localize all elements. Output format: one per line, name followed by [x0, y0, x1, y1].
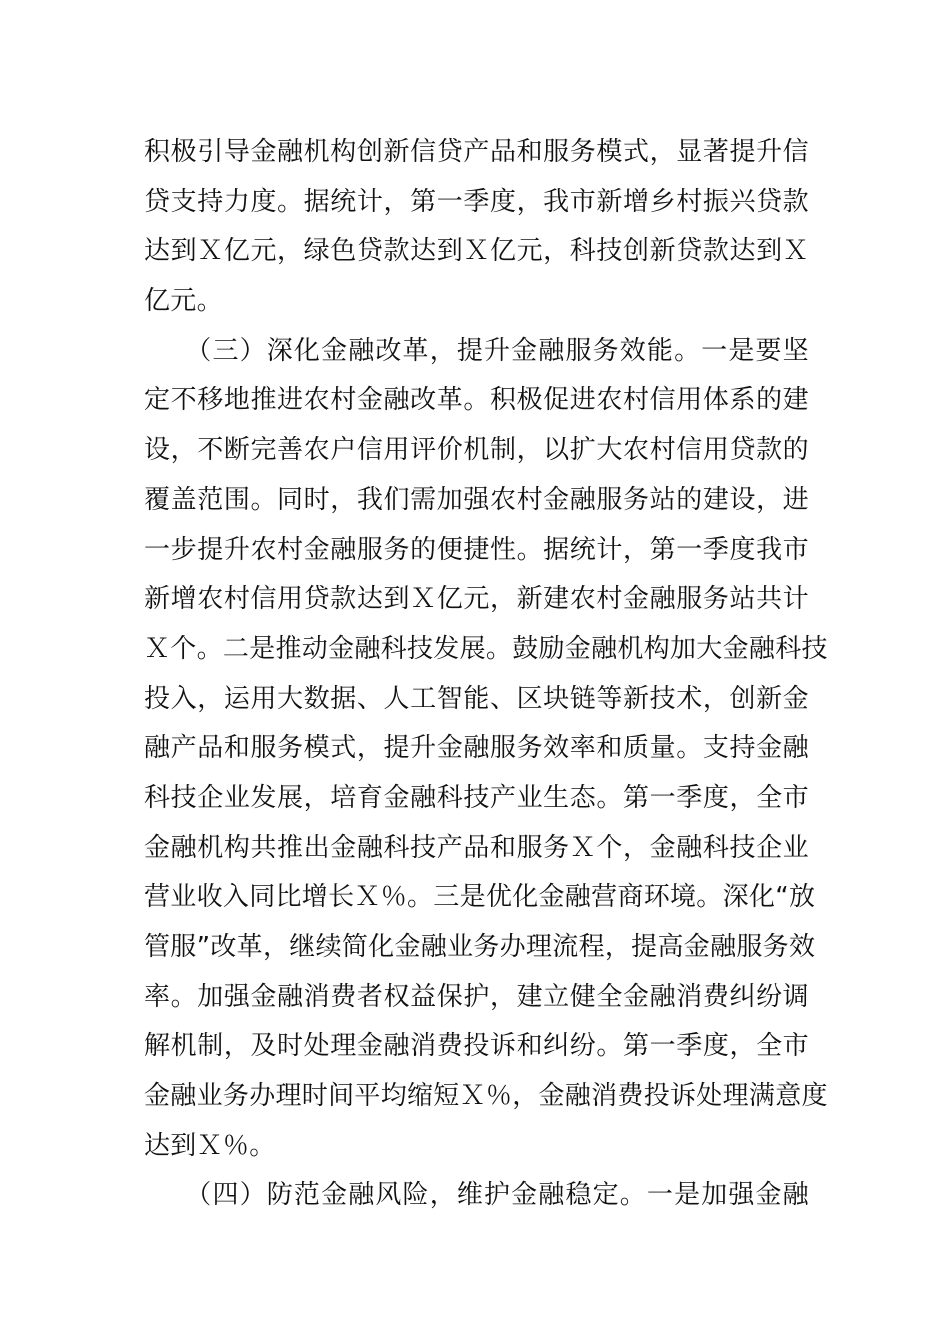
- text-line: 金融机构共推出金融科技产品和服务Ｘ个，金融科技企业: [144, 832, 809, 863]
- text-line: 一步提升农村金融服务的便捷性。据统计，第一季度我市: [144, 534, 809, 565]
- text-line: 融产品和服务模式，提升金融服务效率和质量。支持金融: [144, 733, 809, 764]
- text-line: 新增农村信用贷款达到Ｘ亿元，新建农村金融服务站共计: [144, 584, 809, 615]
- text-line: 亿元。: [144, 286, 223, 317]
- text-line: 管服”改革，继续简化金融业务办理流程，提高金融服务效: [144, 932, 816, 962]
- section-heading-line: （四）防范金融风险，维护金融稳定。一是加强金融: [144, 1180, 809, 1211]
- text-line: 率。加强金融消费者权益保护，建立健全金融消费纠纷调: [144, 981, 809, 1012]
- section-heading-line: （三）深化金融改革，提升金融服务效能。一是要坚: [144, 335, 809, 366]
- text-line: 定不移地推进农村金融改革。积极促进农村信用体系的建: [144, 385, 809, 416]
- text-line: 达到Ｘ亿元，绿色贷款达到Ｘ亿元，科技创新贷款达到Ｘ: [144, 236, 809, 267]
- text-line: 覆盖范围。同时，我们需加强农村金融服务站的建设，进: [144, 484, 809, 515]
- body-text: [144, 128, 828, 1221]
- text-line: 贷支持力度。据统计，第一季度，我市新增乡村振兴贷款: [144, 186, 809, 217]
- text-line: 达到Ｘ％。: [144, 1130, 276, 1161]
- text-line: 积极引导金融机构创新信贷产品和服务模式，显著提升信: [144, 137, 809, 167]
- text-line: 金融业务办理时间平均缩短Ｘ％，金融消费投诉处理满意度: [144, 1081, 828, 1112]
- text-line: 营业收入同比增长Ｘ％。三是优化金融营商环境。深化“放: [144, 882, 816, 913]
- text-line: 设，不断完善农户信用评价机制，以扩大农村信用贷款的: [144, 435, 809, 466]
- text-line: 解机制，及时处理金融消费投诉和纠纷。第一季度，全市: [144, 1031, 809, 1062]
- text-line: Ｘ个。二是推动金融科技发展。鼓励金融机构加大金融科技: [144, 633, 828, 664]
- text-line: 投入，运用大数据、人工智能、区块链等新技术，创新金: [144, 683, 809, 714]
- text-line: 科技企业发展，培育金融科技产业生态。第一季度，全市: [144, 782, 809, 813]
